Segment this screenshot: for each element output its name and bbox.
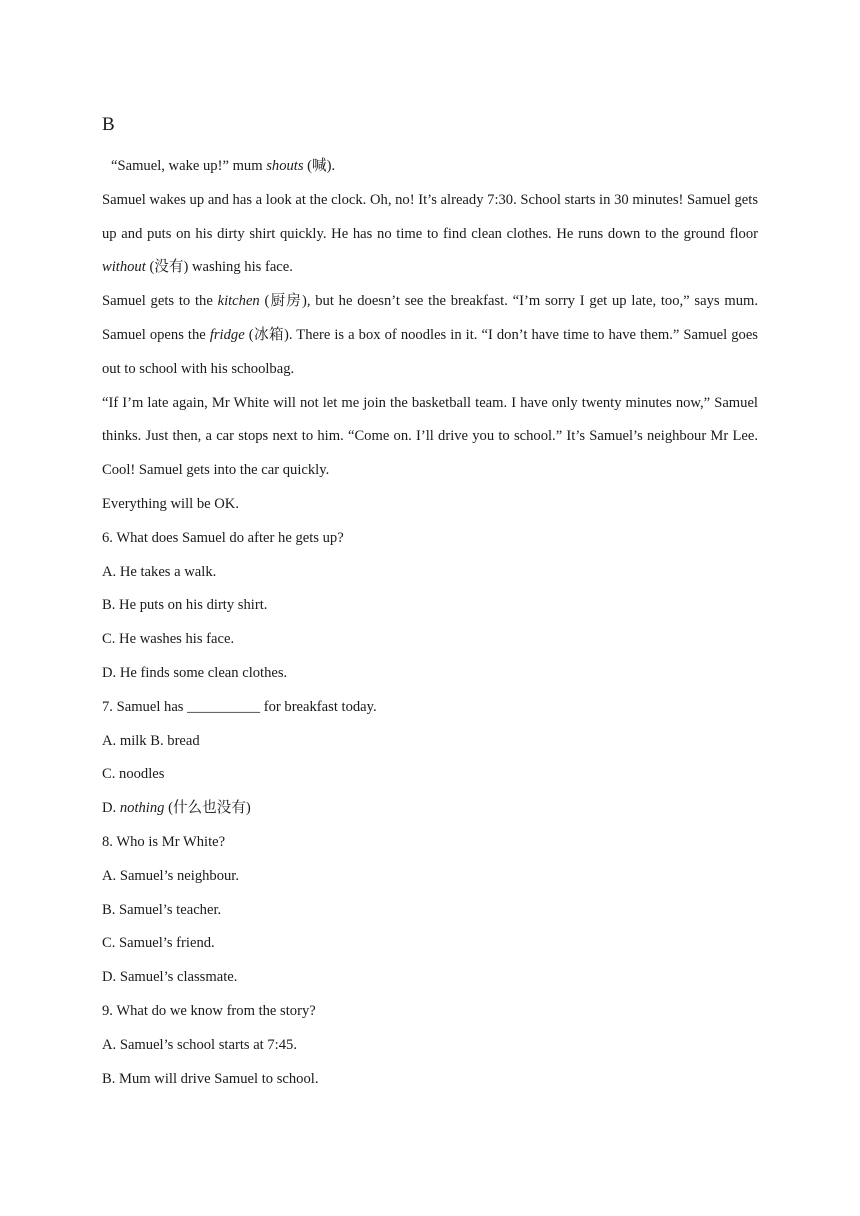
answer-option xyxy=(102,725,758,759)
italic-term: fridge xyxy=(209,326,245,343)
text-run: C. He washes his face. xyxy=(102,631,235,648)
answer-option xyxy=(102,657,758,691)
answer-option xyxy=(102,961,758,995)
text-run: B. Samuel’s teacher. xyxy=(102,901,222,918)
text-run: (喊). xyxy=(303,158,336,174)
passage-opening-line xyxy=(102,150,758,184)
question-block xyxy=(102,522,758,691)
answer-option xyxy=(102,758,758,792)
text-run: Samuel gets to the xyxy=(102,293,218,310)
passage-paragraph xyxy=(102,488,758,522)
passage-paragraph xyxy=(102,285,758,386)
text-run: (冰箱). There is a box of noodles in it. “I don’t have time to have them.” Samuel goes out to school with his schoolbag. xyxy=(102,326,758,377)
question-list xyxy=(102,522,758,1097)
answer-option xyxy=(102,1063,758,1097)
answer-option xyxy=(102,556,758,590)
text-run: C. Samuel’s friend. xyxy=(102,935,215,952)
italic-term: nothing xyxy=(119,800,165,817)
passage-paragraph xyxy=(102,184,758,285)
question-block xyxy=(102,995,758,1096)
text-run: (厨房), but he doesn’t see the breakfast. “I’m sorry I get up late, too,” says mum. Samuel opens the xyxy=(102,293,758,343)
question-block xyxy=(102,691,758,826)
text-run: (没有) washing his face. xyxy=(145,259,293,276)
reading-passage xyxy=(102,150,758,522)
text-run: (什么也没有) xyxy=(164,800,251,817)
text-run: Samuel wakes up and has a look at the clock. Oh, no! It’s already 7:30. School starts in 30 minutes! Samuel gets up and puts on his dirty shirt quickly. He has no time to find clean clothes. He runs down to the ground floor xyxy=(102,191,758,242)
section-label: B xyxy=(102,114,115,135)
answer-option xyxy=(102,927,758,961)
text-run: A. milk B. bread xyxy=(102,732,200,749)
answer-option xyxy=(102,792,758,826)
text-run: A. He takes a walk. xyxy=(102,563,217,580)
question-stem: 6. What does Samuel do after he gets up? xyxy=(102,529,344,546)
italic-term: without xyxy=(102,259,146,276)
text-run: B. He puts on his dirty shirt. xyxy=(102,597,268,614)
answer-option xyxy=(102,860,758,894)
text-run: “If I’m late again, Mr White will not let me join the basketball team. I have only twenty minutes now,” Samuel thinks. Just then, a car stops next to him. “Come on. I’ll drive you to school.” It’s Samuel’s neighbour Mr Lee. Cool! Samuel gets into the car quickly. xyxy=(102,394,758,479)
text-run: D. Samuel’s classmate. xyxy=(102,969,238,986)
text-run: Everything will be OK. xyxy=(102,495,239,512)
document-page xyxy=(102,112,758,1096)
answer-option xyxy=(102,623,758,657)
text-run: “Samuel, wake up!” mum xyxy=(111,158,267,174)
italic-term: shouts xyxy=(266,158,304,174)
question-block xyxy=(102,826,758,995)
text-run: C. noodles xyxy=(102,766,165,783)
italic-term: kitchen xyxy=(217,293,260,310)
text-run: D. xyxy=(102,800,120,817)
text-run: A. Samuel’s school starts at 7:45. xyxy=(102,1036,297,1053)
text-run: D. He finds some clean clothes. xyxy=(102,664,288,681)
question-stem: 7. Samuel has __________ for breakfast today. xyxy=(102,698,377,715)
answer-option xyxy=(102,1029,758,1063)
text-run: B. Mum will drive Samuel to school. xyxy=(102,1070,319,1087)
question-stem: 8. Who is Mr White? xyxy=(102,833,226,850)
answer-option xyxy=(102,894,758,928)
passage-paragraph xyxy=(102,387,758,488)
text-run: A. Samuel’s neighbour. xyxy=(102,867,240,884)
answer-option xyxy=(102,589,758,623)
question-stem: 9. What do we know from the story? xyxy=(102,1002,316,1019)
